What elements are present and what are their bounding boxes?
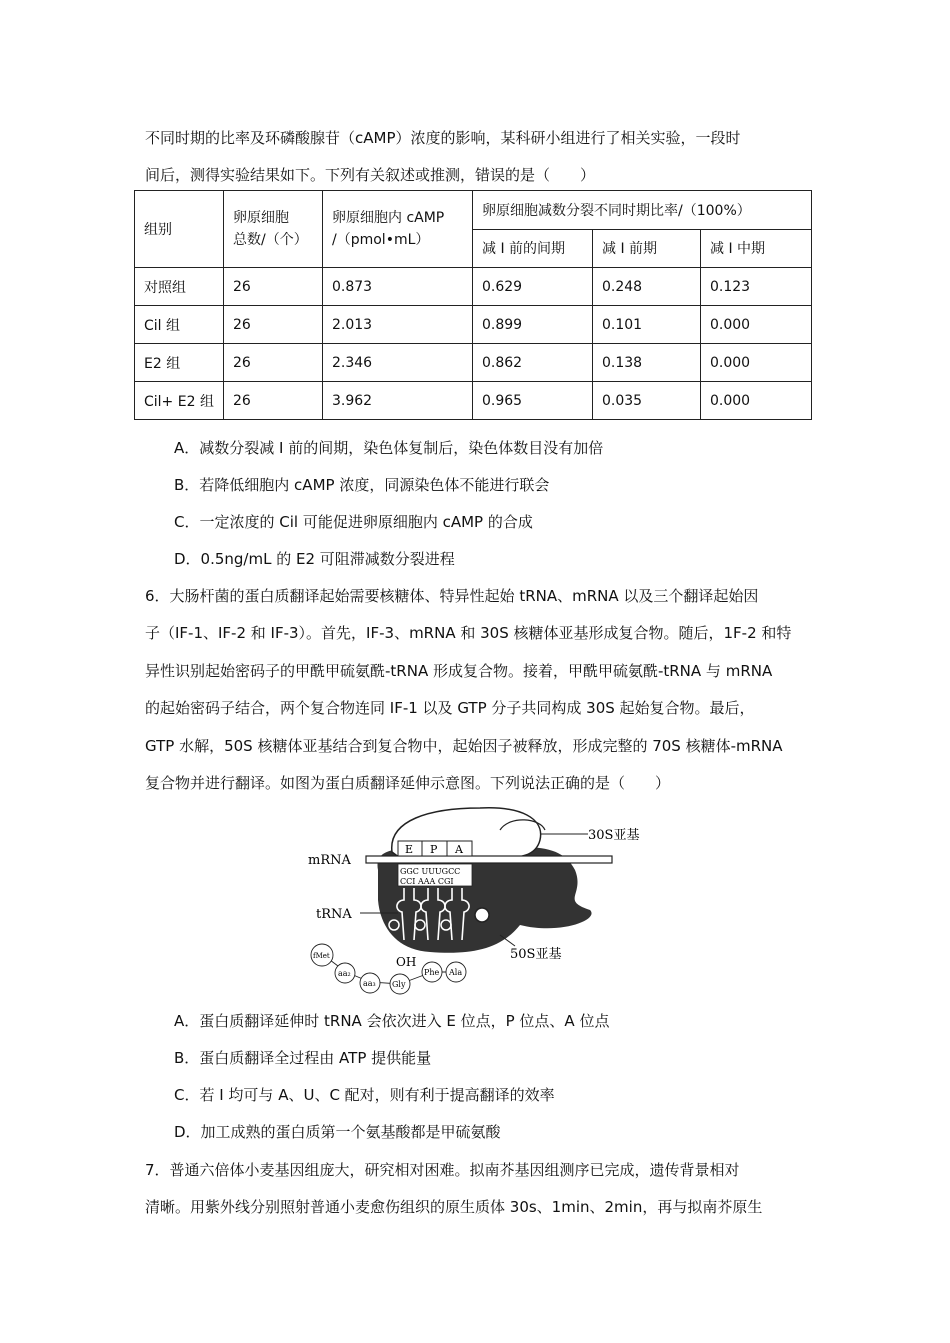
cell-camp: 2.346 <box>323 344 473 382</box>
q7-line-1: 7．普通六倍体小麦基因组庞大，研究相对困难。拟南芥基因组测序已完成，遗传背景相对 <box>145 1161 740 1179</box>
header-camp <box>323 191 473 268</box>
label-oh: OH <box>396 955 417 969</box>
cell-camp: 0.873 <box>323 268 473 306</box>
table-row <box>135 306 812 344</box>
cell-prophase: 0.035 <box>593 382 701 420</box>
aa-gly-label: Gly <box>392 980 406 989</box>
q6-option-b: B．蛋白质翻译全过程由 ATP 提供能量 <box>174 1049 432 1067</box>
table-row <box>135 382 812 420</box>
cell-prophase: 0.248 <box>593 268 701 306</box>
cell-interphase: 0.965 <box>473 382 593 420</box>
cell-total: 26 <box>224 306 323 344</box>
trna-loop-marker <box>475 908 489 922</box>
cell-group: 对照组 <box>135 268 224 306</box>
header-total-line-2: 总数/（个） <box>233 232 308 248</box>
header-interphase: 减 I 前的间期 <box>473 229 593 268</box>
table-row <box>135 268 812 306</box>
aa-3-label: aa₃ <box>363 979 376 988</box>
q6-line-5: GTP 水解，50S 核糖体亚基结合到复合物中，起始因子被释放，形成完整的 70S 核糖体-mRNA <box>145 737 783 755</box>
cell-interphase: 0.629 <box>473 268 593 306</box>
site-a-label: A <box>455 843 463 856</box>
cell-group: Cil+ E2 组 <box>135 382 224 420</box>
label-mrna: mRNA <box>308 853 351 868</box>
header-group: 组别 <box>135 191 224 268</box>
q6-line-1: 6．大肠杆菌的蛋白质翻译起始需要核糖体、特异性起始 tRNA、mRNA 以及三个翻译起始因 <box>145 587 759 605</box>
cell-group: Cil 组 <box>135 306 224 344</box>
codon-text: GGC UUUGCC <box>400 867 461 876</box>
q7-line-2: 清晰。用紫外线分别照射普通小麦愈伤组织的原生质体 30s、1min、2min，再与拟南芥原生 <box>145 1198 763 1216</box>
results-table <box>134 190 812 420</box>
cell-interphase: 0.899 <box>473 306 593 344</box>
label-30s: 30S亚基 <box>588 828 640 843</box>
cell-prophase: 0.138 <box>593 344 701 382</box>
anticodon-text: CCI AAA CGI <box>400 877 454 886</box>
q6-line-2: 子（IF-1、IF-2 和 IF-3）。首先，IF-3、mRNA 和 30S 核糖体亚基形成复合物。随后，1F-2 和特 <box>145 624 792 642</box>
cell-camp: 3.962 <box>323 382 473 420</box>
q6-line-3: 异性识别起始密码子的甲酰甲硫氨酰-tRNA 形成复合物。接着，甲酰甲硫氨酰-tRNA 与 mRNA <box>145 662 773 680</box>
cell-metaphase: 0.123 <box>701 268 812 306</box>
header-prophase: 减 I 前期 <box>593 229 701 268</box>
q5-option-d: D．0.5ng/mL 的 E2 可阻滞减数分裂进程 <box>174 550 455 568</box>
aa-ala-label: Ala <box>449 968 463 977</box>
header-camp-line-2: /（pmol•mL） <box>332 232 430 248</box>
header-total-line-1: 卵原细胞 <box>233 210 289 226</box>
site-e-label: E <box>405 843 414 856</box>
header-camp-line-1: 卵原细胞内 cAMP <box>332 210 445 226</box>
label-50s: 50S亚基 <box>510 947 562 962</box>
intro-line-2: 间后，测得实验结果如下。下列有关叙述或推测，错误的是（ ） <box>145 166 596 184</box>
q5-option-c: C．一定浓度的 Cil 可能促进卵原细胞内 cAMP 的合成 <box>174 513 533 531</box>
cell-prophase: 0.101 <box>593 306 701 344</box>
header-total <box>224 191 323 268</box>
q6-option-d: D．加工成熟的蛋白质第一个氨基酸都是甲硫氨酸 <box>174 1123 501 1141</box>
header-ratio: 卵原细胞减数分裂不同时期比率/（100%） <box>473 191 812 230</box>
q6-line-4: 的起始密码子结合，两个复合物连同 IF-1 以及 GTP 分子共同构成 30S 起始复合物。最后， <box>145 699 755 717</box>
cell-metaphase: 0.000 <box>701 306 812 344</box>
cell-interphase: 0.862 <box>473 344 593 382</box>
cell-group: E2 组 <box>135 344 224 382</box>
label-trna: tRNA <box>316 907 352 922</box>
cell-total: 26 <box>224 344 323 382</box>
table-row <box>135 344 812 382</box>
q5-option-a: A．减数分裂减 I 前的间期，染色体复制后，染色体数目没有加倍 <box>174 439 604 457</box>
q6-line-6: 复合物并进行翻译。如图为蛋白质翻译延伸示意图。下列说法正确的是（ ） <box>145 774 671 792</box>
ribosome-diagram <box>300 798 660 998</box>
mrna-strand <box>366 856 612 863</box>
aa-fmet-label: fMet <box>313 952 330 960</box>
site-p-label: P <box>430 843 438 856</box>
cell-total: 26 <box>224 382 323 420</box>
cell-metaphase: 0.000 <box>701 382 812 420</box>
cell-camp: 2.013 <box>323 306 473 344</box>
aa-2-label: aa₂ <box>338 969 351 978</box>
q5-option-b: B．若降低细胞内 cAMP 浓度，同源染色体不能进行联会 <box>174 476 550 494</box>
q6-option-a: A．蛋白质翻译延伸时 tRNA 会依次进入 E 位点，P 位点、A 位点 <box>174 1012 610 1030</box>
cell-metaphase: 0.000 <box>701 344 812 382</box>
cell-total: 26 <box>224 268 323 306</box>
aa-phe-label: Phe <box>424 968 440 977</box>
intro-line-1: 不同时期的比率及环磷酸腺苷（cAMP）浓度的影响，某科研小组进行了相关实验，一段时 <box>145 129 741 147</box>
header-metaphase: 减 I 中期 <box>701 229 812 268</box>
q6-option-c: C．若 I 均可与 A、U、C 配对，则有利于提高翻译的效率 <box>174 1086 555 1104</box>
